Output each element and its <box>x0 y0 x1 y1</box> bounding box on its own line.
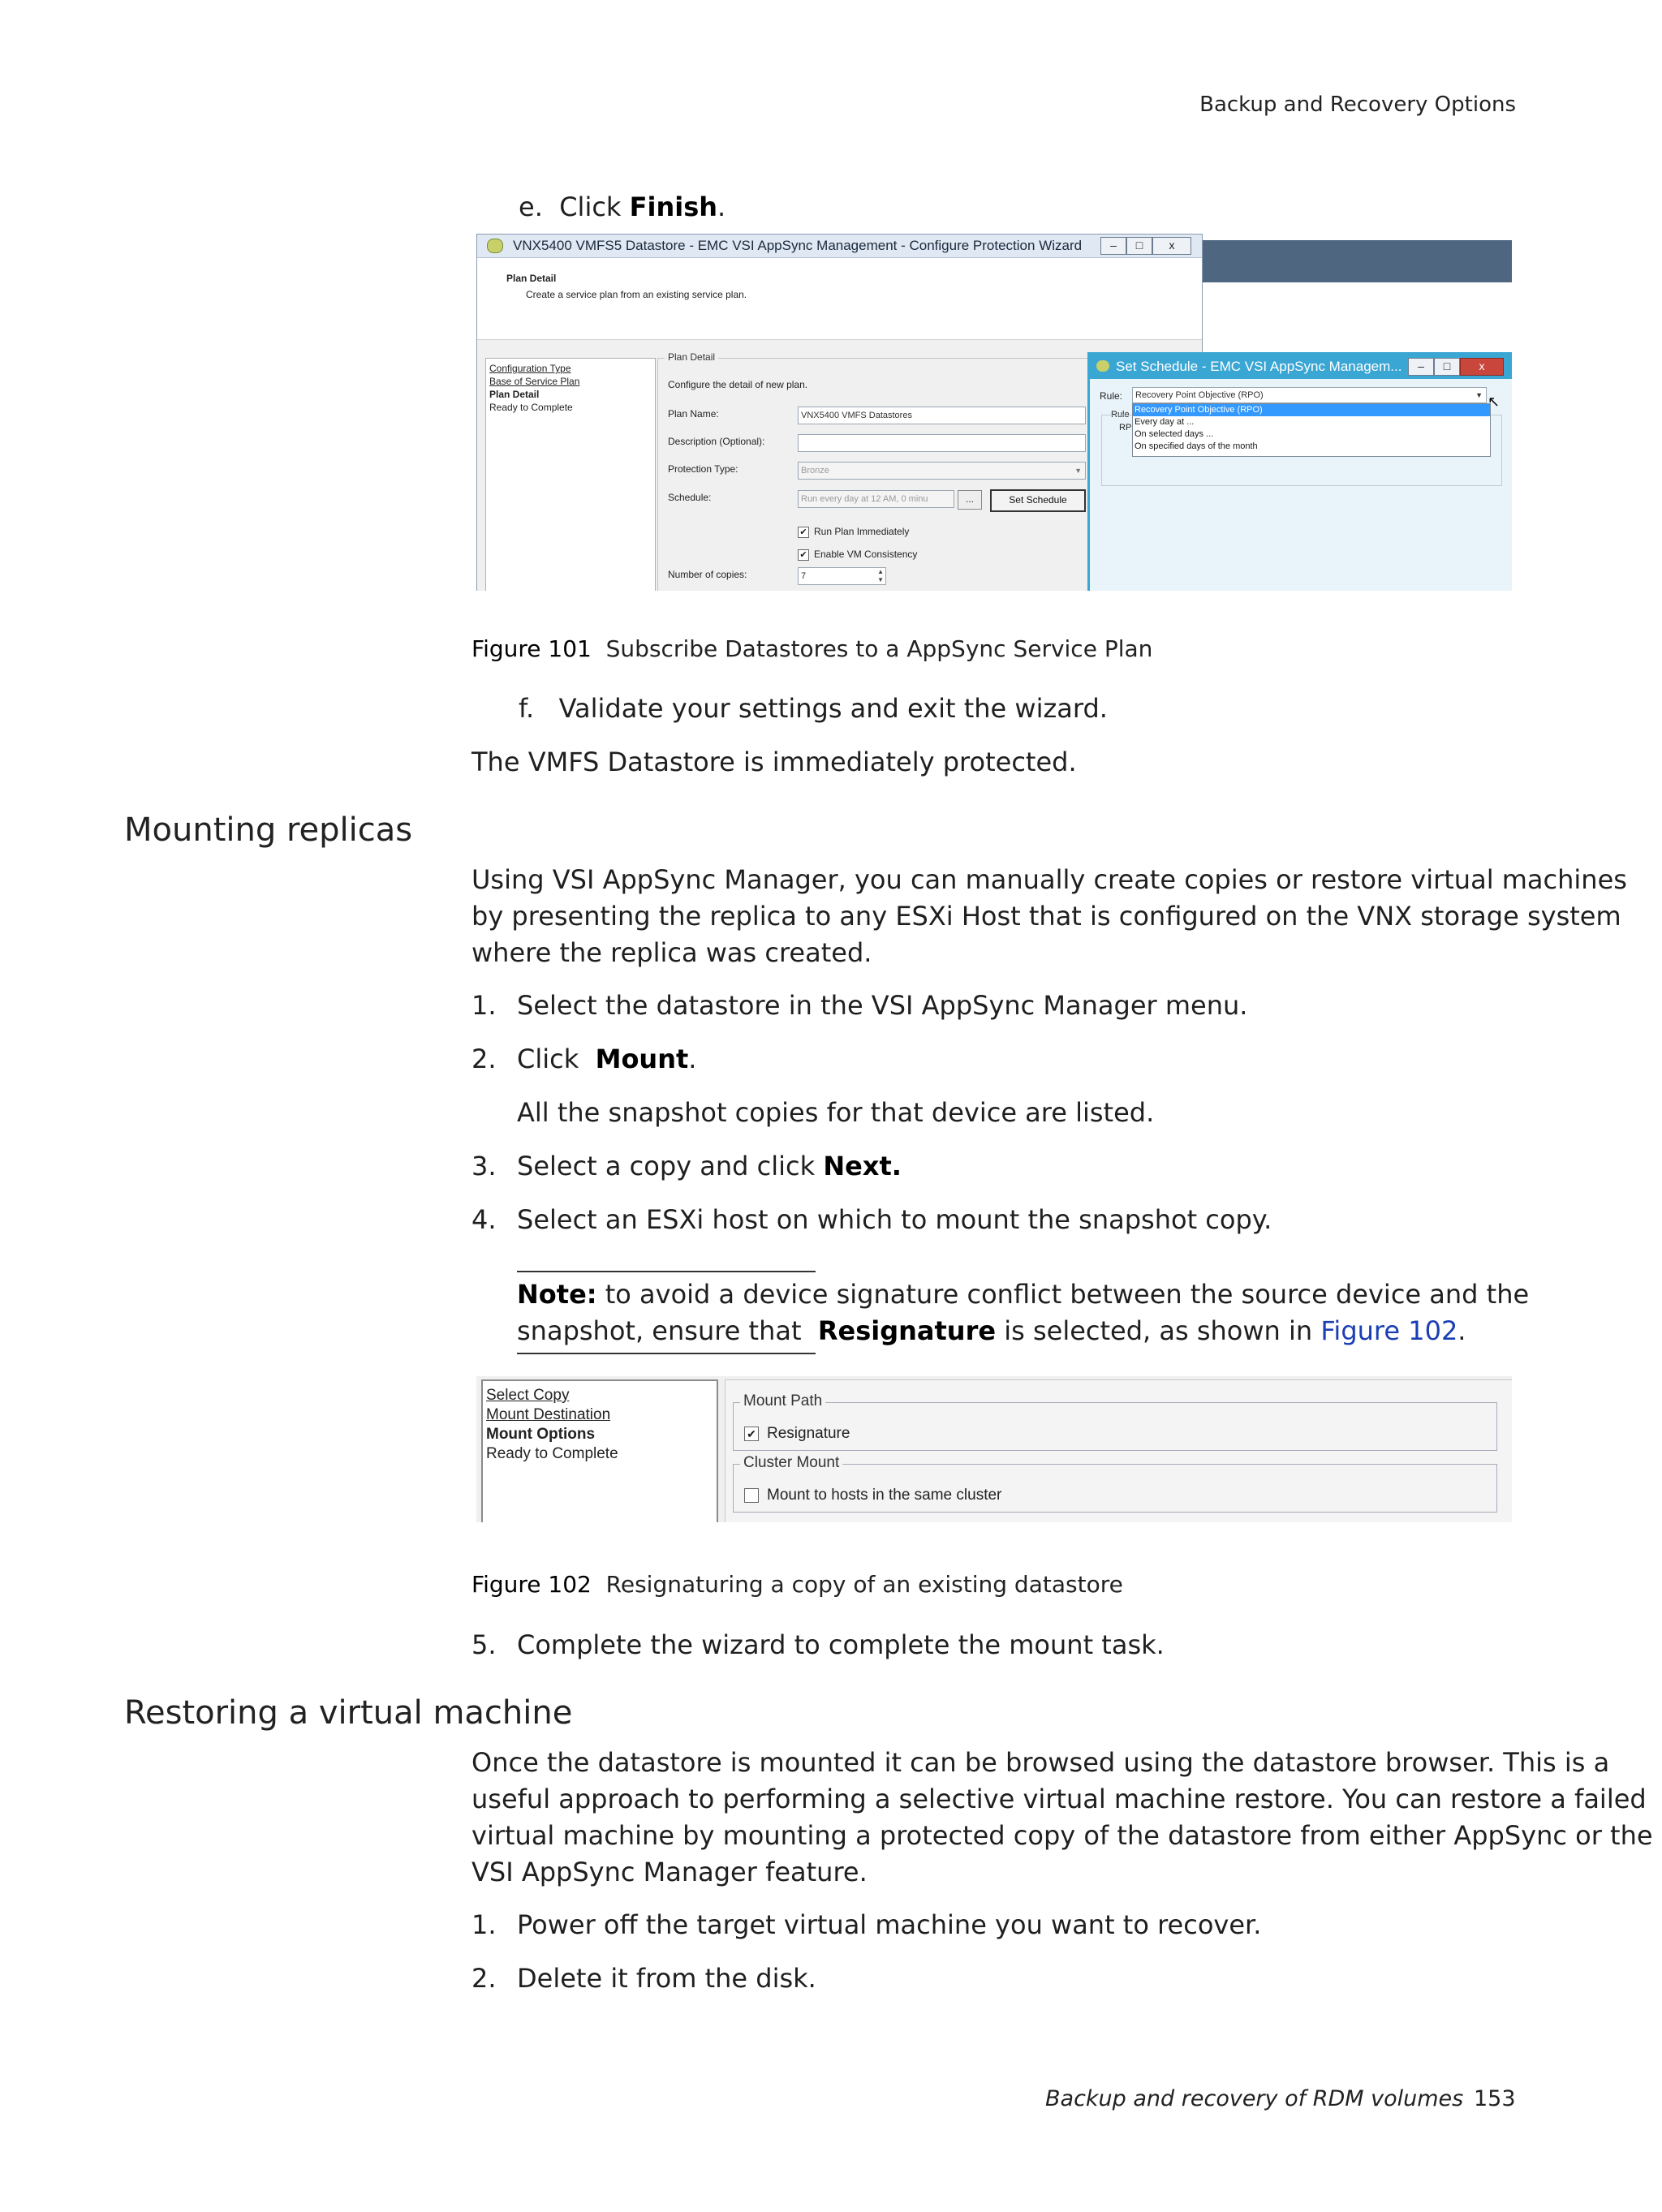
protection-type-select[interactable] <box>798 462 1086 480</box>
rule-dropdown-list <box>1132 403 1491 457</box>
note-line-1 <box>517 1276 1529 1313</box>
running-header: Backup and Recovery Options <box>1199 93 1516 117</box>
stepper-arrows-icon: ▲ ▼ <box>877 568 884 583</box>
cluster-mount-label: Cluster Mount <box>740 1454 842 1472</box>
run-immediately-checkbox[interactable]: ✔ <box>798 527 809 538</box>
note-line-2 <box>517 1313 1529 1349</box>
step-text: Click <box>517 1044 588 1074</box>
ellipsis-button[interactable]: ... <box>958 490 982 510</box>
nav-ready-to-complete[interactable]: Ready to Complete <box>486 1445 618 1462</box>
wizard-nav <box>485 358 656 591</box>
intro-line: useful approach to performing a selective virtual machine restore. You can restore a failed <box>471 1784 1647 1814</box>
plan-name-label: Plan Name: <box>668 408 719 420</box>
mount-step-1 <box>471 988 1247 1024</box>
set-schedule-button[interactable]: Set Schedule <box>990 489 1086 512</box>
chevron-down-icon: ▼ <box>1074 467 1082 475</box>
figure-102-screenshot <box>476 1376 1512 1522</box>
step-bold: Mount <box>595 1044 689 1074</box>
mount-step-2-note: All the snapshot copies for that device are listed. <box>517 1097 1155 1128</box>
vm-consistency-checkbox[interactable]: ✔ <box>798 549 809 561</box>
step-text: Complete the wizard to complete the mount task. <box>517 1629 1165 1660</box>
intro-line: VSI AppSync Manager feature. <box>471 1857 868 1887</box>
restoring-intro <box>471 1745 1653 1891</box>
rule-label: Rule: <box>1100 390 1123 402</box>
vm-consistency-label: Enable VM Consistency <box>814 549 918 560</box>
figure-102-link[interactable]: Figure 102 <box>1320 1315 1458 1346</box>
schedule-input[interactable]: Run every day at 12 AM, 0 minu <box>798 490 954 508</box>
step-number: 1. <box>471 1909 497 1940</box>
step-end: . <box>717 192 726 222</box>
note-text: to avoid a device signature conflict between the source device and the <box>596 1279 1530 1310</box>
note-block <box>517 1276 1529 1349</box>
dialog-app-icon <box>1096 360 1109 372</box>
step-end: . <box>688 1044 697 1074</box>
copies-stepper[interactable] <box>798 567 886 585</box>
step-number: 4. <box>471 1204 497 1235</box>
step-text: Click <box>559 192 630 222</box>
mouse-cursor-icon: ↖ <box>1488 394 1501 410</box>
note-bold: Resignature <box>817 1315 997 1346</box>
nav-mount-options[interactable]: Mount Options <box>486 1426 596 1443</box>
resignature-label: Resignature <box>767 1425 850 1442</box>
wizard-titlebar <box>477 235 1202 258</box>
dialog-minimize-button[interactable]: – <box>1408 358 1434 376</box>
set-schedule-dialog <box>1087 352 1512 591</box>
maximize-button[interactable]: □ <box>1126 237 1152 255</box>
run-immediately-label: Run Plan Immediately <box>814 526 910 537</box>
dialog-close-button[interactable]: x <box>1460 358 1504 376</box>
step-bold: Finish <box>629 192 718 222</box>
rule-option[interactable]: Recovery Point Objective (RPO) <box>1133 404 1490 416</box>
app-icon <box>487 239 503 253</box>
nav-ready-to-complete[interactable]: Ready to Complete <box>489 402 573 413</box>
footer-title: Backup and recovery of RDM volumes <box>1045 2086 1464 2111</box>
note-end: . <box>1457 1315 1466 1346</box>
mount-hosts-checkbox[interactable] <box>744 1488 759 1503</box>
note-rule-top <box>517 1271 816 1272</box>
minimize-button[interactable]: – <box>1100 237 1126 255</box>
protected-statement: The VMFS Datastore is immediately protected. <box>471 747 1077 777</box>
step-number: 1. <box>471 990 497 1021</box>
step-number: 2. <box>471 1044 497 1074</box>
nav-plan-detail[interactable]: Plan Detail <box>489 389 540 400</box>
protection-type-value: Bronze <box>801 466 829 476</box>
rule-select[interactable] <box>1132 387 1487 403</box>
mounting-intro <box>471 862 1627 971</box>
intro-line: Once the datastore is mounted it can be browsed using the datastore browser. This is a <box>471 1747 1610 1778</box>
intro-line: Using VSI AppSync Manager, you can manually create copies or restore virtual machines <box>471 864 1627 895</box>
chevron-down-icon: ▼ <box>1475 391 1483 399</box>
copies-value: 7 <box>801 571 807 581</box>
step-f <box>519 691 1108 727</box>
step-label: e. <box>519 192 543 222</box>
figure-101-screenshot <box>476 234 1512 591</box>
rule-option[interactable]: On selected days ... <box>1135 429 1214 439</box>
caption-number: Figure 102 <box>471 1571 592 1598</box>
plan-name-input[interactable]: VNX5400 VMFS Datastores <box>798 407 1086 424</box>
caption-number: Figure 101 <box>471 635 592 662</box>
step-text: Validate your settings and exit the wizard. <box>558 693 1108 724</box>
note-label: Note: <box>517 1279 597 1310</box>
mount-step-2 <box>471 1041 696 1078</box>
resignature-checkbox[interactable]: ✔ <box>744 1427 759 1441</box>
nav-select-copy[interactable]: Select Copy <box>486 1387 570 1404</box>
intro-line: by presenting the replica to any ESXi Host that is configured on the VNX storage system <box>471 901 1621 932</box>
mount-path-label: Mount Path <box>740 1392 825 1410</box>
page-number: 153 <box>1474 2086 1516 2111</box>
step-text: Delete it from the disk. <box>517 1963 816 1994</box>
mount-step-5 <box>471 1627 1165 1663</box>
nav-base-service-plan[interactable]: Base of Service Plan <box>489 376 580 387</box>
mount-hosts-label: Mount to hosts in the same cluster <box>767 1487 1002 1504</box>
group-intro: Configure the detail of new plan. <box>668 379 808 390</box>
wizard-heading: Plan Detail <box>506 273 557 284</box>
rule-option[interactable]: On specified days of the month <box>1135 441 1258 451</box>
rule-option[interactable]: Every day at ... <box>1135 417 1195 427</box>
group-label: Plan Detail <box>665 351 718 363</box>
rule-truncated-label: Rule <box>1111 410 1130 420</box>
mount-step-4 <box>471 1202 1272 1238</box>
description-label: Description (Optional): <box>668 436 765 447</box>
intro-line: where the replica was created. <box>471 937 872 968</box>
step-label: f. <box>519 693 535 724</box>
rp-truncated-label: RP <box>1119 423 1132 433</box>
restore-step-1 <box>471 1907 1261 1943</box>
wizard-header-area <box>477 258 1202 340</box>
figure-101-caption <box>471 635 1152 662</box>
nav-mount-destination[interactable]: Mount Destination <box>486 1406 611 1423</box>
restore-step-2 <box>471 1960 816 1997</box>
step-text: Select the datastore in the VSI AppSync Manager menu. <box>517 990 1248 1021</box>
dialog-maximize-button[interactable]: □ <box>1434 358 1460 376</box>
dialog-title: Set Schedule - EMC VSI AppSync Managem... <box>1116 359 1402 374</box>
section-heading-mounting: Mounting replicas <box>124 811 413 849</box>
note-rule-bottom <box>517 1353 816 1354</box>
section-heading-restoring: Restoring a virtual machine <box>124 1694 573 1732</box>
copies-label: Number of copies: <box>668 569 747 580</box>
description-input[interactable] <box>798 434 1086 452</box>
step-text: Select an ESXi host on which to mount the snapshot copy. <box>517 1204 1272 1235</box>
rule-select-value: Recovery Point Objective (RPO) <box>1135 390 1264 400</box>
step-text: Power off the target virtual machine you want to recover. <box>517 1909 1262 1940</box>
note-text: is selected, as shown in <box>996 1315 1321 1346</box>
step-text: Select a copy and click <box>517 1151 824 1181</box>
caption-text: Subscribe Datastores to a AppSync Service Plan <box>605 635 1153 662</box>
step-e <box>519 189 726 226</box>
step-number: 2. <box>471 1963 497 1994</box>
protection-type-label: Protection Type: <box>668 463 738 475</box>
close-button[interactable]: x <box>1152 237 1191 255</box>
step-number: 5. <box>471 1629 497 1660</box>
wizard-subheading: Create a service plan from an existing service plan. <box>526 289 747 300</box>
figure-102-caption <box>471 1571 1123 1598</box>
wizard-title: VNX5400 VMFS5 Datastore - EMC VSI AppSync Management - Configure Protection Wizard <box>513 238 1083 253</box>
schedule-label: Schedule: <box>668 492 712 503</box>
caption-text: Resignaturing a copy of an existing datastore <box>605 1571 1123 1598</box>
step-bold: Next. <box>823 1151 902 1181</box>
backdrop-bar <box>1203 240 1512 282</box>
intro-line: virtual machine by mounting a protected copy of the datastore from either AppSync or the <box>471 1820 1653 1851</box>
mount-step-3 <box>471 1148 902 1185</box>
nav-configuration-type[interactable]: Configuration Type <box>489 363 571 374</box>
note-text: snapshot, ensure that <box>517 1315 810 1346</box>
mount-wizard-nav <box>481 1379 718 1522</box>
step-number: 3. <box>471 1151 497 1181</box>
